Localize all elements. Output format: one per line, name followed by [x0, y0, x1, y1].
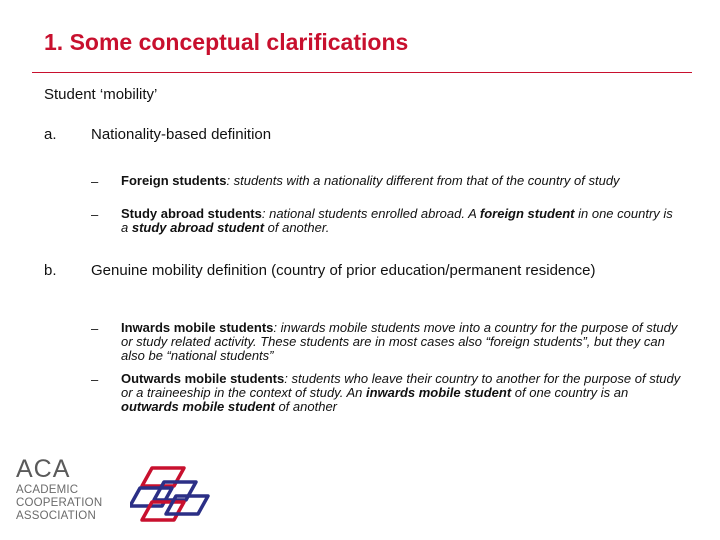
bullet-term: inwards mobile student — [365, 385, 512, 400]
bullet-text: of another — [274, 399, 337, 414]
bullet-text: : inwards mobile students move into a country for the purpose of study or study related activity. These students are in most cases also “foreign students”, but they can also be “national students” — [121, 320, 678, 363]
section-b-heading: Genuine mobility definition (country of prior education/permanent residence) — [91, 262, 596, 279]
bullet-term: study abroad student — [131, 220, 265, 235]
bullet-text: of one country is an — [511, 385, 629, 400]
bullet-study-abroad-students — [121, 207, 681, 235]
section-a-heading: Nationality-based definition — [91, 126, 272, 143]
bullet-outwards-mobile-students — [121, 372, 681, 414]
logo-line-association: ASSOCIATION — [16, 510, 96, 522]
bullet-text: : students with a nationality different from that of the country of study — [226, 173, 620, 188]
aca-logo-mark-icon — [130, 462, 212, 528]
bullet-term: outwards mobile student — [121, 399, 275, 414]
bullet-term: Outwards mobile students — [121, 371, 285, 386]
slide-title: 1. Some conceptual clarifications — [44, 29, 409, 55]
bullet-inwards-mobile-students — [121, 321, 681, 363]
section-b-letter: b. — [44, 262, 57, 279]
logo-acronym: ACA — [16, 455, 71, 483]
bullet-term: foreign student — [479, 206, 575, 221]
bullet-text: : national students enrolled abroad. A — [261, 206, 480, 221]
bullet-dash: – — [91, 207, 99, 222]
title-divider — [32, 72, 692, 73]
bullet-foreign-students — [121, 174, 681, 188]
bullet-term: Study abroad students — [121, 206, 262, 221]
bullet-dash: – — [91, 321, 99, 336]
bullet-dash: – — [91, 174, 99, 189]
logo-line-academic: ACADEMIC — [16, 484, 79, 496]
bullet-term: Foreign students — [121, 173, 227, 188]
bullet-term: Inwards mobile students — [121, 320, 274, 335]
bullet-text: of another. — [264, 220, 330, 235]
bullet-dash: – — [91, 372, 99, 387]
logo-line-cooperation: COOPERATION — [16, 497, 103, 509]
bullet-text: : students who leave their country to another for the purpose of study or a traineeship in the context of study. An — [121, 371, 681, 400]
slide-subtitle: Student ‘mobility’ — [44, 86, 158, 103]
bullet-text: in one country is a — [121, 206, 673, 235]
section-a-letter: a. — [44, 126, 57, 143]
